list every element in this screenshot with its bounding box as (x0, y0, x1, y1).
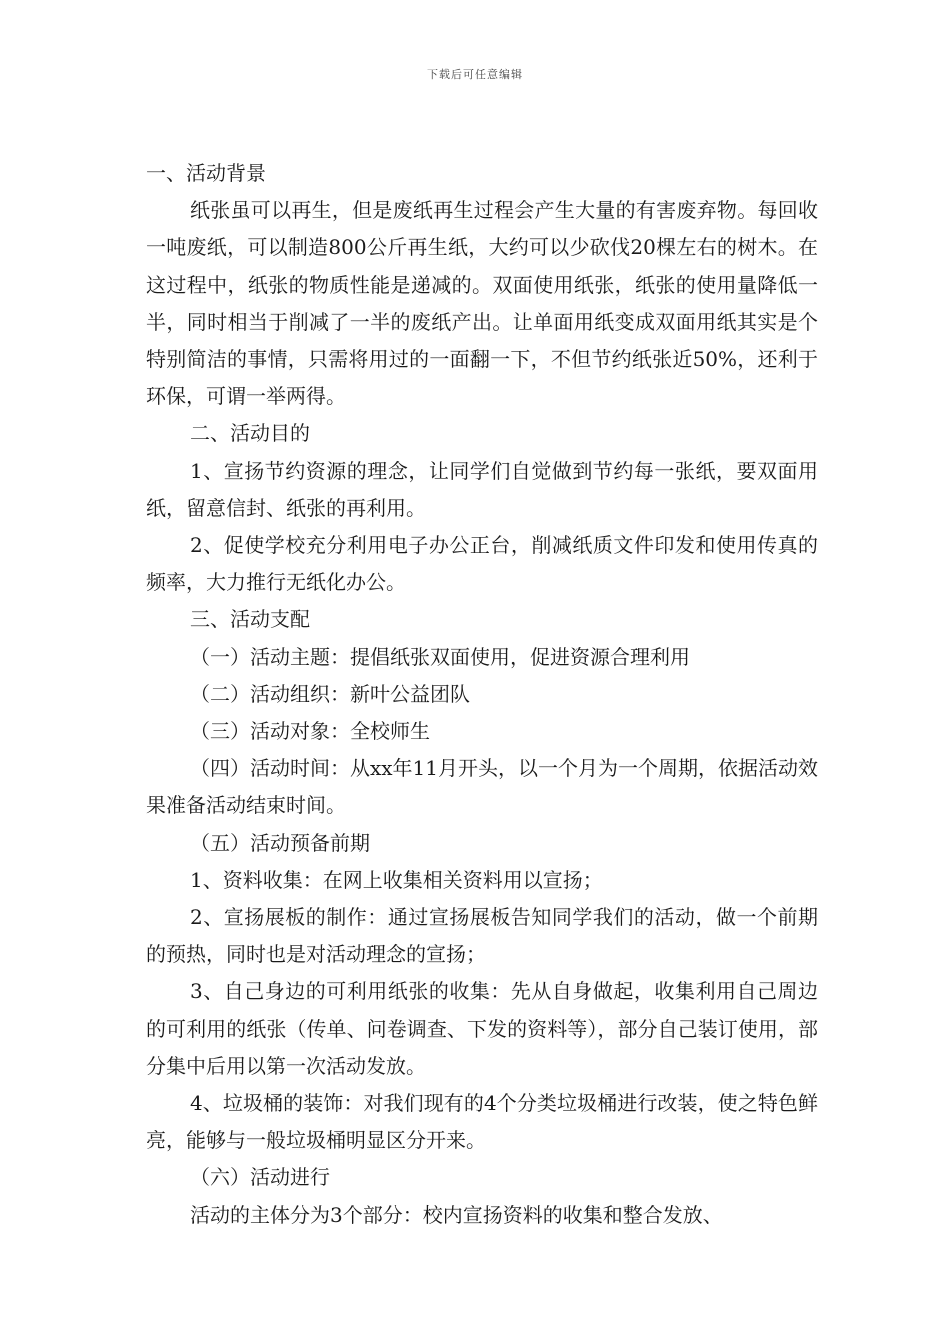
paragraph-execution: 活动的主体分为3个部分：校内宣扬资料的收集和整合发放、 (190, 1202, 723, 1227)
section-heading-purpose: 二、活动目的 (190, 421, 310, 446)
paragraph-audience: （三）活动对象：全校师生 (190, 719, 430, 744)
paragraph-organizer: （二）活动组织：新叶公益团队 (190, 681, 470, 706)
paragraph-theme: （一）活动主题：提倡纸张双面使用，促进资源合理利用 (190, 644, 690, 669)
section-heading-background: 一、活动背景 (146, 161, 266, 185)
paragraph-prep-2: 2、宣扬展板的制作：通过宣扬展板告知同学我们的活动，做一个前期的预热，同时也是对活动理念的宣扬； (146, 905, 818, 967)
paragraph-prep-4: 4、垃圾桶的装饰：对我们现有的4个分类垃圾桶进行改装，使之特色鲜亮，能够与一般垃圾桶明显区分开来。 (146, 1091, 818, 1153)
paragraph-time: （四）活动时间：从xx年11月开头，以一个月为一个周期，依据活动效果准备活动结束时间。 (146, 756, 819, 818)
paragraph-purpose-1: 1、宣扬节约资源的理念，让同学们自觉做到节约每一张纸，要双面用纸，留意信封、纸张的再利用。 (146, 458, 818, 520)
paragraph-prep-3: 3、自己身边的可利用纸张的收集：先从自身做起，收集利用自己周边的可利用的纸张（传单、问卷调查、下发的资料等），部分自己装订使用，部分集中后用以第一次活动发放。 (146, 979, 818, 1078)
subheading-execution: （六）活动进行 (190, 1165, 330, 1190)
paragraph-purpose-2: 2、促使学校充分利用电子办公正台，削减纸质文件印发和使用传真的频率，大力推行无纸化办公。 (146, 533, 818, 595)
paragraph-background: 纸张虽可以再生，但是废纸再生过程会产生大量的有害废弃物。每回收一吨废纸，可以制造800公斤再生纸，大约可以少砍伐20棵左右的树木。在这过程中，纸张的物质性能是递减的。双面使用纸张，纸张的使用量降低一半，同时相当于削减了一半的废纸产出。让单面用纸变成双面用纸其实是个特别简洁的事情，只需将用过的一面翻一下，不但节约纸张近50%，还利于环保，可谓一举两得。 (146, 198, 818, 409)
paragraph-prep-1: 1、资料收集：在网上收集相关资料用以宣扬； (190, 867, 603, 892)
subheading-preparation: （五）活动预备前期 (190, 830, 370, 855)
section-heading-arrangement: 三、活动支配 (190, 607, 310, 632)
page-header: 下载后可任意编辑 (427, 68, 523, 81)
document-body (146, 155, 818, 1234)
